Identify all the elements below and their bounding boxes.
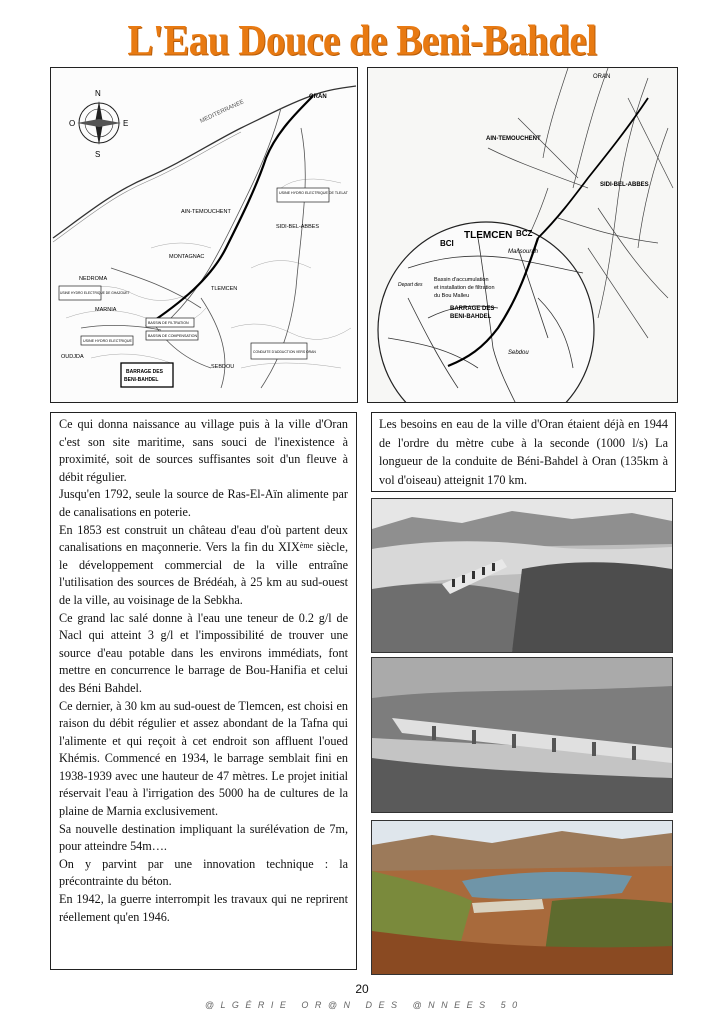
- svg-text:USINE HYDRO ELECTRIQUE DE GHAZ: USINE HYDRO ELECTRIQUE DE GHAZOUET: [60, 291, 130, 295]
- history-text-box: [50, 412, 357, 970]
- paragraph-1853: En 1853 est construit un château d'eau d'où partent deux canalisations en maçonnerie. Vers la fin du XIXème siècle, le développement commercial de la ville entraîne l'utilisation des sources de Brédéah, à 25 km au sud-ouest de la ville, au voisinage de la Sebkha.: [59, 522, 349, 607]
- svg-text:BARRAGE DES: BARRAGE DES: [126, 369, 163, 375]
- paragraph-1942: En 1942, la guerre interrompit les travaux qui ne reprirent réellement qu'en 1946.: [59, 892, 348, 924]
- paragraph-surelevation: Sa nouvelle destination impliquant la surélévation de 7m, pour atteindre 54m….: [59, 821, 348, 854]
- svg-text:O: O: [69, 119, 76, 128]
- paragraph-innovation: On y parvint par une innovation technique : la précontrainte du béton.: [59, 856, 348, 889]
- svg-text:BENI-BAHDEL: BENI-BAHDEL: [124, 377, 159, 383]
- svg-text:USINE HYDRO ELECTRIQUE DE TLEL: USINE HYDRO ELECTRIQUE DE TLELAT: [279, 191, 348, 195]
- svg-text:Bassin d'accumulation: Bassin d'accumulation: [434, 277, 489, 283]
- dam-photo-color: [371, 820, 673, 975]
- svg-text:TLEMCEN: TLEMCEN: [464, 230, 513, 241]
- svg-text:CONDUITE D'ADDUCTION VERS ORAN: CONDUITE D'ADDUCTION VERS ORAN: [253, 350, 316, 354]
- svg-text:BARRAGE DES: BARRAGE DES: [450, 306, 495, 312]
- svg-text:S: S: [95, 150, 101, 159]
- svg-text:SEBDOU: SEBDOU: [211, 364, 235, 370]
- page-title: L'Eau Douce de Beni-Bahdel: [127, 16, 597, 65]
- svg-text:BCZ: BCZ: [516, 229, 533, 238]
- svg-text:du Bou Malleu: du Bou Malleu: [434, 293, 470, 299]
- paragraph-1792: Jusqu'en 1792, seule la source de Ras-El-Aïn alimente par de canalisations en poterie.: [59, 487, 348, 519]
- svg-text:MARNIA: MARNIA: [95, 307, 117, 313]
- needs-text-box: [371, 412, 676, 492]
- svg-text:et installation de filtration: et installation de filtration: [434, 285, 495, 291]
- svg-text:ORAN: ORAN: [309, 94, 327, 100]
- svg-text:TLEMCEN: TLEMCEN: [211, 286, 238, 292]
- svg-text:BASSIN DE FILTRATION: BASSIN DE FILTRATION: [148, 321, 189, 325]
- footer-banner: @ L G É R I E O R @ N D E S @ N N E E S 5 0: [204, 1000, 520, 1010]
- svg-text:BENI-BAHDEL: BENI-BAHDEL: [450, 314, 492, 320]
- svg-text:E: E: [123, 119, 129, 128]
- map-right-drawing: [368, 68, 677, 402]
- paragraph-sebkha: Ce grand lac salé donne à l'eau une teneur de 0.2 g/l de Nacl qui atteint 3 g/l et l'impossibilité de trouver une source d'eau potable dans les environs immédiats, font mettre en concurrence le barrage de Bou-Hanifia et celui des Béni Bahdel.: [59, 610, 348, 695]
- svg-text:SIDI-BEL-ABBES: SIDI-BEL-ABBES: [600, 182, 649, 188]
- dam-photo-aerial-bw: [371, 498, 673, 653]
- needs-paragraph: Les besoins en eau de la ville d'Oran étaient déjà en 1944 de l'ordre du mètre cube à la seconde (1000 l/s) La longueur de la conduite de Béni-Bahdel à Oran (135km à vol d'oiseau) atteignit 170 km.: [379, 417, 668, 487]
- dam-photo-front-bw: [371, 657, 673, 813]
- svg-text:N: N: [95, 89, 101, 98]
- svg-text:AIN-TEMOUCHENT: AIN-TEMOUCHENT: [486, 136, 541, 142]
- svg-text:BCI: BCI: [440, 239, 454, 248]
- page-number: 20: [355, 982, 369, 996]
- map-left-drawing: [51, 68, 357, 402]
- paragraph-tlemcen: Ce dernier, à 30 km au sud-ouest de Tlemcen, est choisi en raison du débit régulier et assez abondant de la Tafna qui l'alimente et qui reçoit à cet endroit son affluent l'oued Khémis. Commencé en 1934, le barrage semblait fini en 1938-1939 avec une hauteur de 47 mètres. Le projet initial réservait l'eau à l'irrigation des 5000 ha de cultures de la plaine de Marnia exclusivement.: [59, 698, 348, 819]
- svg-text:Depart des: Depart des: [398, 282, 423, 288]
- svg-text:USINE HYDRO ELECTRIQUE: USINE HYDRO ELECTRIQUE: [83, 339, 132, 343]
- svg-text:Sebdou: Sebdou: [508, 350, 529, 356]
- svg-text:OUDJDA: OUDJDA: [61, 354, 84, 360]
- map-oran-region: [50, 67, 358, 403]
- svg-text:MONTAGNAC: MONTAGNAC: [169, 254, 205, 260]
- svg-text:NEDROMA: NEDROMA: [79, 276, 108, 282]
- svg-text:SIDI-BEL-ABBES: SIDI-BEL-ABBES: [276, 224, 320, 230]
- svg-text:ORAN: ORAN: [593, 74, 611, 80]
- svg-text:Mansourah: Mansourah: [508, 249, 539, 255]
- svg-text:BASSIN DE COMPENSATION: BASSIN DE COMPENSATION: [148, 334, 198, 338]
- paragraph-intro: Ce qui donna naissance au village puis à la ville d'Oran c'est son site maritime, sans souci de l'inexistence à proximité, soit de sources suffisantes soit d'un fleuve à débit régulier.: [59, 417, 348, 484]
- svg-text:MEDITERRANEE: MEDITERRANEE: [199, 99, 246, 125]
- svg-text:AIN-TEMOUCHENT: AIN-TEMOUCHENT: [181, 209, 231, 215]
- map-tlemcen-detail: [367, 67, 678, 403]
